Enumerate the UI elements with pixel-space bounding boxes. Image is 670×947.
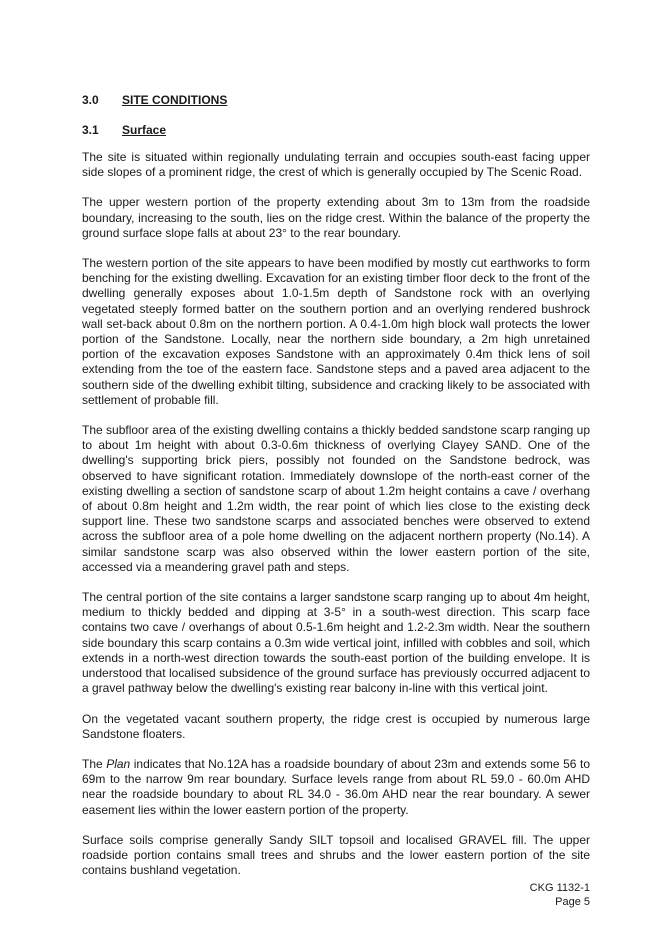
document-reference: CKG 1132-1 [529, 882, 590, 894]
paragraph-central-portion: The central portion of the site contains a larger sandstone scarp ranging up to about 4m height, medium to thickly bedded and dipping at 3-5° in a south-west direction. This scarp face contains two cave / overhangs of about 0.5-1.6m height and 1.2-2.3m width. Near the southern side boundary this scarp contains a 0.3m wide vertical joint, infilled with cobbles and soil, which extends in a north-west direction towards the south-east portion of the building envelope. It is understood that localised subsidence of the ground surface has previously occurred adjacent to a gravel pathway below the dwelling's existing rear balcony in-line with this vertical joint. [82, 590, 590, 696]
plan-rest: indicates that No.12A has a roadside boundary of about 23m and extends some 56 to 69m to the narrow 9m rear boundary. Surface levels range from about RL 59.0 - 60.0m AHD near the roadside boundary to about RL 34.0 - 36.0m AHD near the rear boundary. A sewer easement lies within the lower eastern portion of the property. [82, 756, 590, 817]
paragraph-plan [82, 757, 590, 818]
subsection-heading [82, 122, 590, 138]
paragraph-surface-soils: Surface soils comprise generally Sandy SILT topsoil and localised GRAVEL fill. The upper roadside portion contains small trees and shrubs and the lower eastern portion of the site contains bushland vegetation. [82, 832, 590, 878]
section-number: 3.0 [82, 93, 99, 107]
paragraph-western-portion: The western portion of the site appears to have been modified by mostly cut earthworks to form benching for the existing dwelling. Excavation for an existing timber floor deck to the front of the dwelling generally exposes about 1.0-1.5m depth of Sandstone rock with an overlying vegetated steeply formed batter on the southern portion and an overlying rendered bushrock wall set-back about 0.8m on the northern portion. A 0.4-1.0m high block wall protects the lower portion of the Sandstone. Locally, near the northern side boundary, a 2m high unretained portion of the excavation exposes Sandstone with an approximately 0.4m thick lens of soil extending from the toe of the eastern face. Sandstone steps and a paved area adjacent to the southern side of the dwelling exhibit tilting, subsidence and cracking likely to be associated with settlement of probable fill. [82, 256, 590, 407]
section-title: SITE CONDITIONS [122, 93, 228, 107]
section-heading [82, 92, 590, 108]
page-footer [530, 881, 590, 909]
subsection-number: 3.1 [82, 123, 99, 137]
subsection-title: Surface [122, 123, 167, 137]
document-page [82, 92, 590, 893]
paragraph-upper-western-portion: The upper western portion of the property extending about 3m to 13m from the roadside boundary, increasing to the south, lies on the ridge crest. Within the balance of the property the ground surface slope falls at about 23° to the rear boundary. [82, 195, 590, 240]
plan-lead: The [82, 756, 107, 771]
paragraph-site-situation: The site is situated within regionally undulating terrain and occupies south-east facing upper side slopes of a prominent ridge, the crest of which is generally occupied by The Scenic Road. [82, 150, 590, 180]
plan-italic: Plan [106, 756, 131, 771]
page-number: Page 5 [555, 896, 590, 908]
paragraph-southern-property: On the vegetated vacant southern property, the ridge crest is occupied by numerous large Sandstone floaters. [82, 711, 590, 741]
paragraph-subfloor-area: The subfloor area of the existing dwelling contains a thickly bedded sandstone scarp ranging up to about 1m height with about 0.3-0.6m thickness of overlying Clayey SAND. One of the dwelling's supporting brick piers, possibly not founded on the Sandstone bedrock, was observed to have significant rotation. Immediately downslope of the north-east corner of the existing dwelling a section of sandstone scarp of about 1.2m height contains a cave / overhang of about 0.8m height and 1.2m width, the rear point of which lies close to the existing deck support line. These two sandstone scarps and associated benches were observed to extend across the subfloor area of a pole home dwelling on the adjacent northern property (No.14). A similar sandstone scarp was also observed within the lower eastern portion of the site, accessed via a meandering gravel path and steps. [82, 423, 590, 574]
